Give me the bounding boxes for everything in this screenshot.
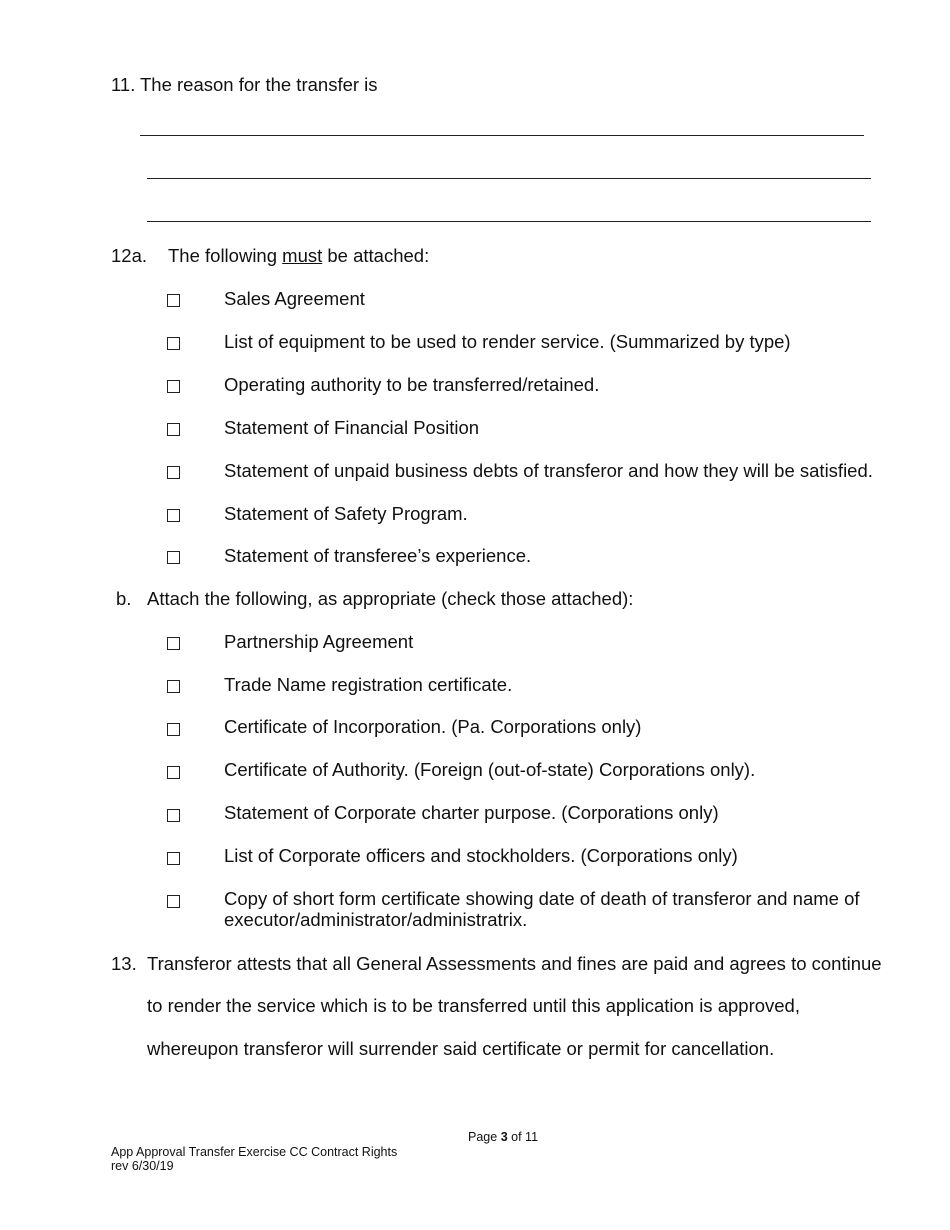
q12a-item-label: Statement of unpaid business debts of transferor and how they will be satisfied. bbox=[224, 460, 873, 481]
q12a-item-label: Operating authority to be transferred/retained. bbox=[224, 374, 600, 395]
checkbox-charter-purpose[interactable] bbox=[167, 809, 180, 822]
checkbox-officers-stockholders[interactable] bbox=[167, 852, 180, 865]
checkbox-death-certificate[interactable] bbox=[167, 895, 180, 908]
checkbox-partnership-agreement[interactable] bbox=[167, 637, 180, 650]
question-13-line: to render the service which is to be transferred until this application is approved, bbox=[147, 995, 800, 1016]
q12b-item-label-continued: executor/administrator/administratrix. bbox=[224, 909, 528, 930]
question-12a-text bbox=[168, 245, 429, 267]
reason-line-2[interactable] bbox=[147, 178, 871, 179]
q12a-item-label: Sales Agreement bbox=[224, 288, 365, 309]
reason-line-1[interactable] bbox=[140, 135, 864, 136]
checkbox-operating-authority[interactable] bbox=[167, 380, 180, 393]
q12a-text-before: The following bbox=[168, 245, 278, 266]
q12a-item-label: Statement of Financial Position bbox=[224, 417, 480, 438]
question-11-number: 11. bbox=[111, 74, 136, 95]
checkbox-incorporation[interactable] bbox=[167, 723, 180, 736]
question-13-line: Transferor attests that all General Assessments and fines are paid and agrees to continue bbox=[147, 953, 882, 974]
question-12b-number: b. bbox=[116, 588, 132, 609]
question-13-line: whereupon transferor will surrender said certificate or permit for cancellation. bbox=[147, 1038, 775, 1059]
page-prefix: Page bbox=[468, 1130, 498, 1144]
q12b-item-label: Partnership Agreement bbox=[224, 631, 414, 652]
q12a-item-label: Statement of transferee’s experience. bbox=[224, 545, 532, 566]
form-name: App Approval Transfer Exercise CC Contract Rights bbox=[111, 1145, 398, 1159]
q12b-item-label: Copy of short form certificate showing date of death of transferor and name of bbox=[224, 888, 860, 909]
q12b-item-label: Trade Name registration certificate. bbox=[224, 674, 513, 695]
page-total: 11 bbox=[525, 1130, 539, 1144]
q12b-item-label: Statement of Corporate charter purpose. (Corporations only) bbox=[224, 802, 719, 823]
page-number bbox=[468, 1130, 538, 1144]
checkbox-equipment-list[interactable] bbox=[167, 337, 180, 350]
checkbox-trade-name[interactable] bbox=[167, 680, 180, 693]
question-12a-number: 12a. bbox=[111, 245, 148, 266]
checkbox-financial-position[interactable] bbox=[167, 423, 180, 436]
checkbox-safety-program[interactable] bbox=[167, 509, 180, 522]
checkbox-unpaid-debts[interactable] bbox=[167, 466, 180, 479]
q12b-item-label: List of Corporate officers and stockholders. (Corporations only) bbox=[224, 845, 738, 866]
question-13-number: 13. bbox=[111, 953, 137, 974]
form-revision: rev 6/30/19 bbox=[111, 1159, 174, 1173]
q12b-item-label: Certificate of Authority. (Foreign (out-of-state) Corporations only). bbox=[224, 759, 756, 780]
page-current: 3 bbox=[500, 1130, 508, 1144]
q12a-item-label: Statement of Safety Program. bbox=[224, 503, 468, 524]
q12a-text-after: be attached: bbox=[327, 245, 430, 266]
q12b-item-label: Certificate of Incorporation. (Pa. Corporations only) bbox=[224, 716, 642, 737]
checkbox-authority[interactable] bbox=[167, 766, 180, 779]
q12a-text-underlined: must bbox=[282, 245, 323, 266]
question-12b-text: Attach the following, as appropriate (check those attached): bbox=[147, 588, 634, 609]
checkbox-transferee-experience[interactable] bbox=[167, 551, 180, 564]
reason-line-3[interactable] bbox=[147, 221, 871, 222]
page-of: of bbox=[511, 1130, 522, 1144]
q12a-item-label: List of equipment to be used to render service. (Summarized by type) bbox=[224, 331, 791, 352]
checkbox-sales-agreement[interactable] bbox=[167, 294, 180, 307]
question-11-text: The reason for the transfer is bbox=[140, 74, 378, 95]
